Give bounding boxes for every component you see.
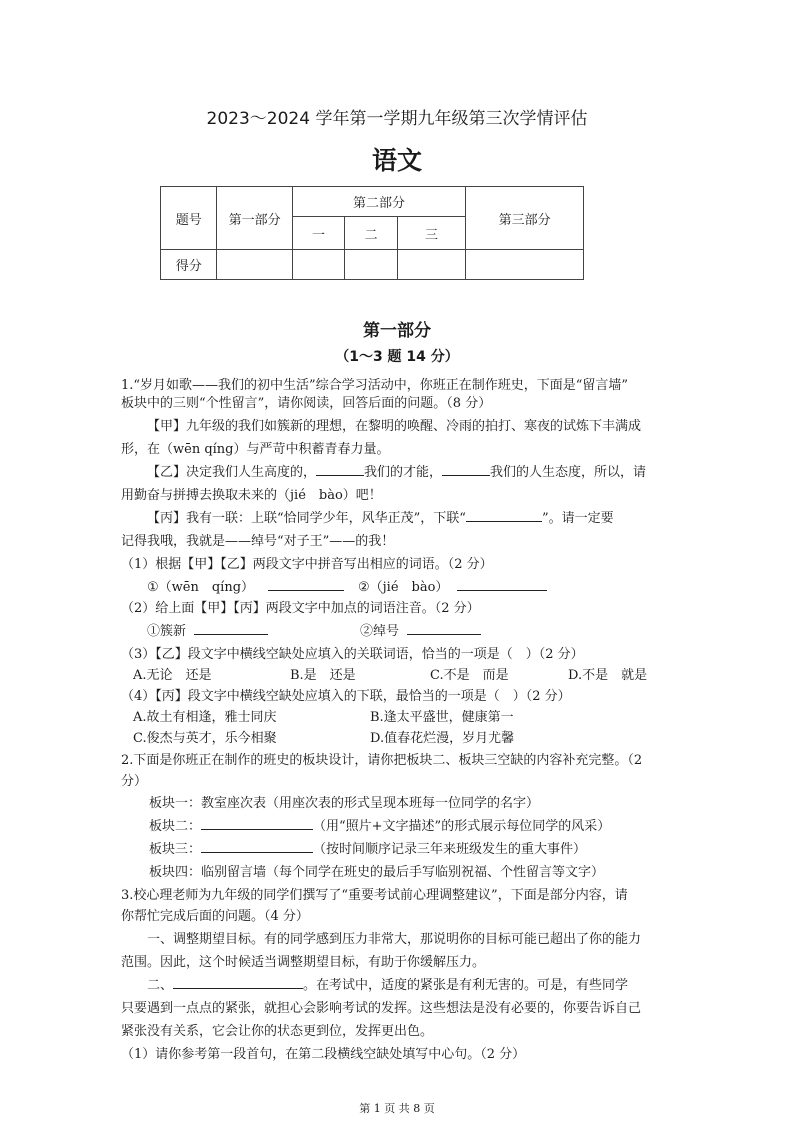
q2-block3-blank[interactable] (201, 840, 313, 853)
q1-bing-blank[interactable] (466, 509, 542, 522)
q2-block2-label: 板块二： (149, 819, 202, 834)
q1-bing-line2: 记得我哦，我就是——绰号“对子王”——的我！ (121, 534, 395, 549)
q1-yi-line1 (147, 461, 646, 480)
q2-block2-note: （用“照片+文字描述”的形式展示每位同学的风采） (313, 819, 611, 834)
q2-block3 (149, 838, 586, 857)
q3-p1-line2: 范围。因此，这个时候适当调整期望目标，有助于你缓解压力。 (121, 955, 486, 970)
score-table-part1: 第一部分 (217, 187, 292, 250)
q3-p1-line1: 一、调整期望目标。有的同学感到压力非常大，那说明你的目标可能已超出了你的能力 (147, 932, 642, 947)
score-table-score-label: 得分 (161, 250, 217, 280)
q1-yi-blank-1[interactable] (316, 463, 364, 476)
q1-sub3-option-b[interactable]: B.是 还是 (290, 668, 356, 683)
q3-p2-prefix: 二、 (147, 978, 174, 993)
score-table-part2-sub-2: 二 (345, 217, 398, 250)
q3-p2-rest: 。在考试中，适度的紧张是有利无害的。可是，有些同学 (303, 978, 629, 993)
exam-title: 2023～2024 学年第一学期九年级第三次学情评估 (206, 109, 588, 129)
q2-block2-blank[interactable] (201, 817, 313, 830)
score-cell-part1[interactable] (217, 250, 292, 280)
q1-sub1-a (147, 576, 344, 595)
q2-block3-label: 板块三： (149, 842, 202, 857)
q1-bing-line1 (147, 507, 614, 526)
q2-intro-line2: 分） (121, 774, 148, 789)
q1-sub2-b (360, 620, 481, 639)
q1-bing-part-a: 【丙】我有一联：上联“恰同学少年，风华正茂”，下联“ (147, 511, 466, 526)
subject-title: 语文 (371, 146, 422, 175)
score-cell-part3[interactable] (466, 250, 584, 280)
q3-p2-line1 (147, 974, 628, 993)
q2-block4: 板块四：临别留言墙（每个同学在班史的最后手写临别祝福、个性留言等文字） (149, 865, 605, 880)
q1-sub2-b-label: ②绰号 (360, 624, 400, 639)
q1-sub2: （2）给上面【甲】【丙】两段文字中加点的词语注音。（2 分） (121, 601, 480, 616)
score-cell-part2-1[interactable] (292, 250, 345, 280)
q1-sub4-option-d[interactable]: D.值春花烂漫，岁月尤馨 (370, 731, 515, 746)
q2-block1: 板块一：教室座次表（用座次表的形式呈现本班每一位同学的名字） (149, 796, 540, 811)
q1-sub3-option-a[interactable]: A.无论 还是 (133, 668, 212, 683)
q1-sub2-a-blank[interactable] (194, 622, 268, 635)
score-table-part2: 第二部分 (292, 187, 465, 217)
score-table-part3: 第三部分 (466, 187, 584, 250)
q1-yi-part-b: 我们的才能， (364, 465, 443, 480)
q1-yi-part-c: 我们的人生态度，所以，请 (490, 465, 647, 480)
q1-sub1-b-blank[interactable] (457, 578, 547, 591)
q1-intro-line2: 板块中的三则“个性留言”，请你阅读，回答后面的问题。（8 分） (121, 396, 492, 411)
score-table-part2-sub-3: 三 (397, 217, 465, 250)
q3-p2-blank[interactable] (173, 976, 303, 989)
q1-sub3-option-d[interactable]: D.不是 就是 (568, 668, 648, 683)
q1-sub4-option-a[interactable]: A.故土有相逢，雅士同庆 (133, 710, 277, 725)
q1-sub1: （1）根据【甲】【乙】两段文字中拼音写出相应的词语。（2 分） (121, 557, 493, 572)
page-footer: 第 1 页 共 8 页 (359, 1102, 435, 1115)
q3-intro-line1: 3.校心理老师为九年级的同学们撰写了“重要考试前心理调整建议”，下面是部分内容，请 (121, 888, 628, 903)
q3-p2-line2: 只要遇到一点点的紧张，就担心会影响考试的发挥。这些想法是没有必要的，你要告诉自己 (121, 1001, 642, 1016)
q1-yi-blank-2[interactable] (442, 463, 490, 476)
q1-sub1-a-label: ①（wēn qíng） (147, 580, 255, 595)
q1-jia-line1: 【甲】九年级的我们如簇新的理想，在黎明的唤醒、冷雨的拍打、寒夜的试炼下丰满成 (147, 419, 642, 434)
q1-sub2-a (147, 620, 268, 639)
q3-intro-line2: 你帮忙完成后面的问题。（4 分） (121, 909, 309, 924)
section-subheading: （1～3 题 14 分） (335, 349, 459, 365)
q1-sub2-a-label: ①簇新 (147, 624, 187, 639)
q1-sub1-b (358, 576, 547, 595)
q1-yi-line2: 用勤奋与拼搏去换取未来的（jié bào）吧！ (121, 488, 382, 503)
q1-yi-part-a: 【乙】决定我们人生高度的， (147, 465, 317, 480)
q1-intro-line1: 1.“岁月如歌——我们的初中生活”综合学习活动中，你班正在制作班史，下面是“留言墙” (121, 378, 628, 393)
q1-sub3: （3）【乙】段文字中横线空缺处应填入的关联词语，恰当的一项是（ ）（2 分） (121, 647, 584, 662)
q2-intro-line1: 2.下面是你班正在制作的班史的板块设计，请你把板块二、板块三空缺的内容补充完整。（2 (121, 753, 643, 768)
q3-p2-line3: 紧张没有关系，它会让你的状态更到位，发挥更出色。 (121, 1024, 434, 1039)
q1-sub4-option-c[interactable]: C.俊杰与英才，乐今相聚 (133, 731, 277, 746)
q2-block3-note: （按时间顺序记录三年来班级发生的重大事件） (313, 842, 587, 857)
q1-bing-part-b: ”。请一定要 (541, 511, 614, 526)
q1-sub2-b-blank[interactable] (407, 622, 481, 635)
q1-sub4: （4）【丙】段文字中横线空缺处应填入的下联，最恰当的一项是（ ）（2 分） (121, 689, 571, 704)
q1-sub1-b-label: ②（jié bào） (358, 580, 449, 595)
q1-jia-line2: 形，在（wēn qíng）与严苛中积蓄青春力量。 (121, 442, 390, 457)
q1-sub3-option-c[interactable]: C.不是 而是 (430, 668, 509, 683)
score-cell-part2-3[interactable] (397, 250, 465, 280)
score-cell-part2-2[interactable] (345, 250, 398, 280)
q1-sub1-a-blank[interactable] (268, 578, 344, 591)
q1-sub4-option-b[interactable]: B.逢太平盛世，健康第一 (370, 710, 514, 725)
section-heading: 第一部分 (363, 321, 431, 341)
q2-block2 (149, 815, 610, 834)
score-table-header-label: 题号 (161, 187, 217, 250)
score-table-part2-sub-1: 一 (292, 217, 345, 250)
q3-sub1: （1）请你参考第一段首句，在第二段横线空缺处填写中心句。（2 分） (121, 1047, 526, 1062)
score-table (160, 186, 584, 280)
